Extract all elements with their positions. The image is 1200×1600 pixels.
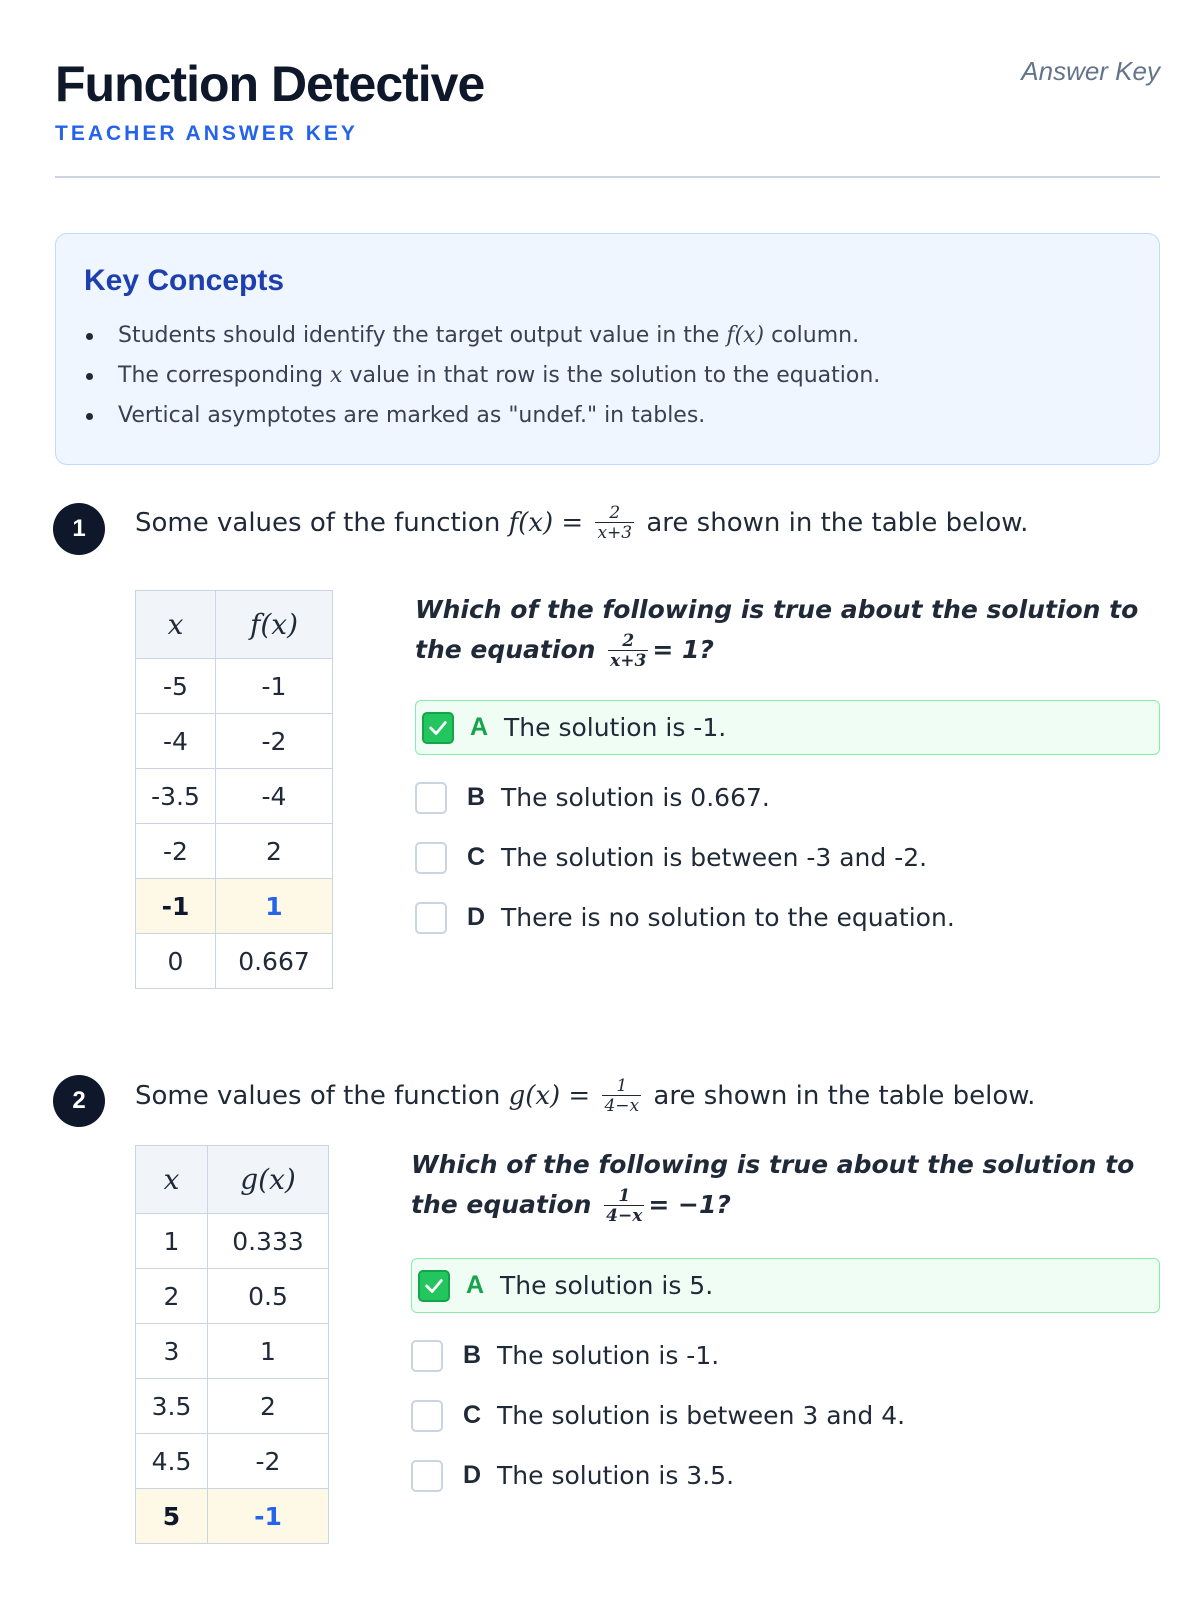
table-row bbox=[136, 1324, 329, 1379]
choice-text: The solution is 3.5. bbox=[497, 1461, 735, 1490]
table-header-gx: g(x) bbox=[208, 1146, 329, 1214]
checkbox[interactable] bbox=[415, 842, 447, 874]
answer-key-label: Answer Key bbox=[1021, 56, 1160, 86]
prompt-text: = −1? bbox=[648, 1190, 731, 1219]
table-row bbox=[136, 1269, 329, 1324]
checkbox[interactable] bbox=[411, 1460, 443, 1492]
table-cell: 1 bbox=[136, 1214, 208, 1269]
table-cell: -2 bbox=[216, 714, 333, 769]
table-row bbox=[136, 1214, 329, 1269]
choice-letter: A bbox=[466, 1271, 485, 1299]
choice-letter: B bbox=[467, 783, 486, 811]
table-cell: -3.5 bbox=[136, 769, 216, 824]
table-cell: -2 bbox=[136, 824, 216, 879]
fraction-numerator: 2 bbox=[608, 632, 648, 651]
concept-text: value in that row is the solution to the equation. bbox=[342, 363, 881, 388]
question-2-badge: 2 bbox=[53, 1075, 105, 1127]
question-1-badge: 1 bbox=[53, 503, 105, 555]
question-1-prompt bbox=[415, 590, 1155, 671]
table-cell: -1 bbox=[216, 659, 333, 714]
fraction-numerator: 1 bbox=[602, 1077, 641, 1096]
table-cell: 1 bbox=[208, 1324, 329, 1379]
prompt-text: Which of the following is true about the solution to the equation bbox=[411, 1150, 1135, 1219]
function-fraction bbox=[602, 1077, 641, 1116]
fraction-denominator: 4−x bbox=[604, 1096, 640, 1116]
table-cell: 2 bbox=[208, 1379, 329, 1434]
question-2-stem bbox=[135, 1077, 1035, 1116]
fraction-denominator: 4−x bbox=[606, 1205, 643, 1226]
table-cell: 1 bbox=[216, 879, 333, 934]
table-row bbox=[136, 1379, 329, 1434]
choice-letter: B bbox=[463, 1341, 482, 1369]
table-cell: 3 bbox=[136, 1324, 208, 1379]
table-cell: 0.5 bbox=[208, 1269, 329, 1324]
choice-b[interactable] bbox=[411, 1328, 719, 1383]
page-subtitle: TEACHER ANSWER KEY bbox=[55, 122, 358, 145]
question-2-table bbox=[135, 1145, 329, 1544]
concept-item bbox=[84, 316, 1131, 356]
prompt-fraction bbox=[608, 632, 648, 671]
choice-letter: A bbox=[470, 713, 489, 741]
choice-text: The solution is -1. bbox=[497, 1341, 720, 1370]
table-row bbox=[136, 714, 333, 769]
table-cell: 2 bbox=[216, 824, 333, 879]
table-cell: 5 bbox=[136, 1489, 208, 1544]
fraction-denominator: x+3 bbox=[597, 523, 633, 543]
choice-text: The solution is between -3 and -2. bbox=[501, 843, 928, 872]
table-cell: 3.5 bbox=[136, 1379, 208, 1434]
question-2-prompt bbox=[411, 1145, 1151, 1226]
header-divider bbox=[55, 176, 1160, 178]
table-header-fx: f(x) bbox=[216, 591, 333, 659]
checkbox[interactable] bbox=[415, 782, 447, 814]
check-icon bbox=[427, 717, 449, 739]
table-row bbox=[136, 769, 333, 824]
choice-b[interactable] bbox=[415, 770, 770, 825]
concept-text: column. bbox=[764, 323, 860, 348]
stem-text: Some values of the function bbox=[135, 508, 509, 538]
checkbox-checked[interactable] bbox=[422, 712, 454, 744]
fraction-numerator: 2 bbox=[595, 504, 634, 523]
choice-d[interactable] bbox=[411, 1448, 734, 1503]
table-cell: 0.333 bbox=[208, 1214, 329, 1269]
table-header-row bbox=[136, 591, 333, 659]
table-cell: 0 bbox=[136, 934, 216, 989]
table-cell: -2 bbox=[208, 1434, 329, 1489]
choice-text: The solution is 5. bbox=[500, 1271, 714, 1300]
page-header bbox=[55, 52, 1160, 146]
choice-text: The solution is -1. bbox=[504, 713, 727, 742]
choice-c[interactable] bbox=[411, 1388, 905, 1443]
question-1-table bbox=[135, 590, 333, 989]
choice-a[interactable] bbox=[411, 1258, 1160, 1313]
table-cell: 2 bbox=[136, 1269, 208, 1324]
key-concepts-heading: Key Concepts bbox=[84, 264, 285, 297]
concept-item bbox=[84, 396, 1131, 436]
choice-text: There is no solution to the equation. bbox=[501, 903, 955, 932]
table-row-highlighted bbox=[136, 1489, 329, 1544]
checkbox[interactable] bbox=[415, 902, 447, 934]
table-row bbox=[136, 934, 333, 989]
table-header-row bbox=[136, 1146, 329, 1214]
choice-letter: D bbox=[467, 903, 486, 931]
stem-text: are shown in the table below. bbox=[638, 508, 1029, 538]
choice-a[interactable] bbox=[415, 700, 1160, 755]
concept-math: f(x) bbox=[726, 323, 765, 348]
checkbox[interactable] bbox=[411, 1340, 443, 1372]
prompt-text: Which of the following is true about the solution to the equation bbox=[415, 595, 1139, 664]
prompt-text: = 1? bbox=[652, 635, 714, 664]
fraction-numerator: 1 bbox=[604, 1187, 644, 1206]
question-1-stem bbox=[135, 504, 1028, 543]
key-concepts-box bbox=[55, 233, 1160, 465]
table-cell: -1 bbox=[208, 1489, 329, 1544]
choice-text: The solution is between 3 and 4. bbox=[497, 1401, 906, 1430]
fraction-denominator: x+3 bbox=[610, 650, 647, 671]
table-cell: -1 bbox=[136, 879, 216, 934]
concept-item bbox=[84, 356, 1131, 396]
choice-letter: C bbox=[463, 1401, 482, 1429]
checkbox-checked[interactable] bbox=[418, 1270, 450, 1302]
table-row bbox=[136, 824, 333, 879]
function-name: g(x) = bbox=[508, 1081, 591, 1111]
stem-text: Some values of the function bbox=[135, 1081, 509, 1111]
concept-text: The corresponding bbox=[118, 363, 331, 388]
concept-math: x bbox=[330, 363, 343, 388]
concept-text: Students should identify the target output value in the bbox=[118, 323, 727, 348]
table-cell: -4 bbox=[136, 714, 216, 769]
table-row bbox=[136, 659, 333, 714]
page-title: Function Detective bbox=[55, 56, 485, 112]
choice-c[interactable] bbox=[415, 830, 927, 885]
table-cell: 0.667 bbox=[216, 934, 333, 989]
check-icon bbox=[423, 1275, 445, 1297]
table-header-x: x bbox=[136, 591, 216, 659]
table-header-x: x bbox=[136, 1146, 208, 1214]
table-cell: -4 bbox=[216, 769, 333, 824]
table-cell: -5 bbox=[136, 659, 216, 714]
key-concepts-list bbox=[84, 316, 1131, 436]
choice-letter: C bbox=[467, 843, 486, 871]
function-name: f(x) = bbox=[508, 508, 584, 538]
choice-d[interactable] bbox=[415, 890, 955, 945]
concept-text: Vertical asymptotes are marked as "undef." in tables. bbox=[118, 403, 706, 428]
prompt-fraction bbox=[604, 1187, 644, 1226]
choice-letter: D bbox=[463, 1461, 482, 1489]
table-row bbox=[136, 1434, 329, 1489]
stem-text: are shown in the table below. bbox=[645, 1081, 1036, 1111]
checkbox[interactable] bbox=[411, 1400, 443, 1432]
function-fraction bbox=[595, 504, 634, 543]
table-row-highlighted bbox=[136, 879, 333, 934]
choice-text: The solution is 0.667. bbox=[501, 783, 770, 812]
table-cell: 4.5 bbox=[136, 1434, 208, 1489]
